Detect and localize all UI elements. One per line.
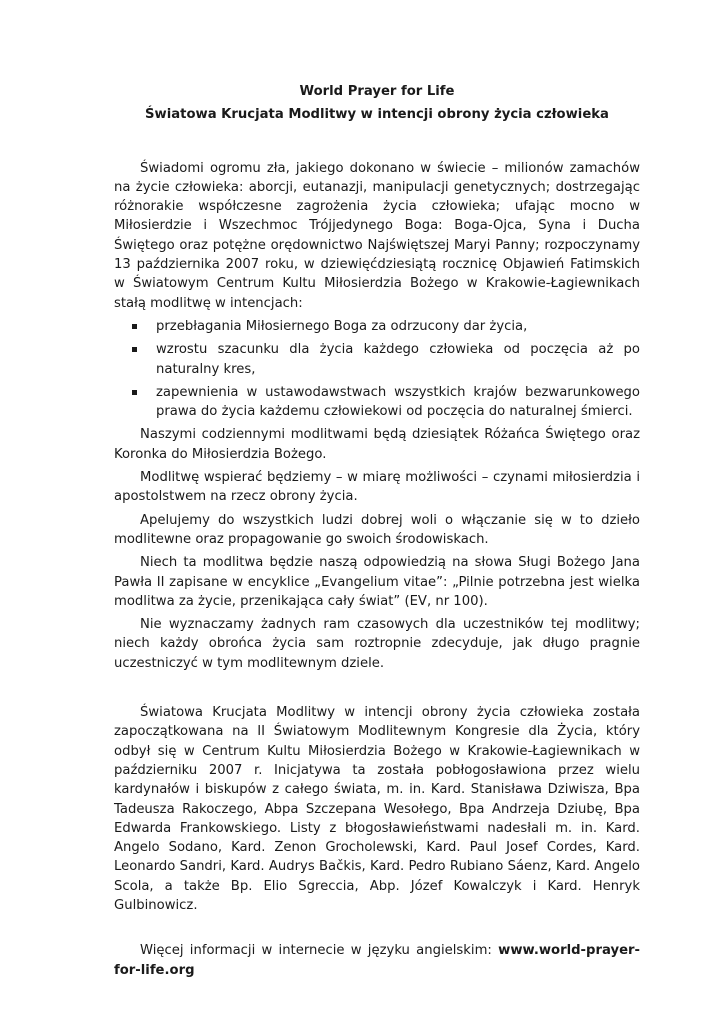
- more-info-line: [114, 941, 640, 980]
- intro-text: Świadomi ogromu zła, jakiego dokonano w świecie – milionów zamachów na życie człowieka: aborcji, eutanazji, manipulacji genetycznych; dostrzegając różnorakie współczesne zagrożenia życia człowieka; ufając mocno w Miłosierdzie i Wszechmoc Trójjedynego Boga: Boga-Ojca, Syna i Ducha Świętego oraz potężne orędownictwo Najświętszej Maryi Panny; rozpoczynamy 13 października 2007 roku, w dziewięćdziesiątą rocznicę Objawień Fatimskich w Światowym Centrum Kultu Miłosierdzia Bożego w Krakowie-Łagiewnikach stałą modlitwę w intencjach:: [114, 160, 640, 311]
- paragraph-support: Modlitwę wspierać będziemy – w miarę możliwości – czynami miłosierdzia i apostolstwem na rzecz obrony życia.: [114, 470, 640, 505]
- paragraph-encyclical: Niech ta modlitwa będzie naszą odpowiedzią na słowa Sługi Bożego Jana Pawła II zapisane w encyklice „Evangelium vitae”: „Pilnie potrzebna jest wielka modlitwa za życie, przenikająca cały świat” (EV, nr 100).: [114, 555, 640, 609]
- website-link[interactable]: www.world-prayer-for-life.org: [114, 943, 640, 978]
- more-info-label: Więcej informacji w internecie w języku angielskim:: [140, 943, 492, 959]
- bullet-icon: [132, 347, 137, 352]
- list-item: przebłagania Miłosiernego Boga za odrzucony dar życia,: [114, 317, 640, 336]
- history-paragraph: Światowa Krucjata Modlitwy w intencji obrony życia człowieka została zapoczątkowana na II Światowym Modlitewnym Kongresie dla Życia, który odbył się w Centrum Kultu Miłosierdzia Bożego w Krakowie-Łagiewnikach w październiku 2007 r. Inicjatywa ta została pobłogosławiona przez wielu kardynałów i biskupów z całego świata, m. in. Kard. Stanisława Dziwisza, Bpa Tadeusza Rakoczego, Abpa Szczepana Wesołego, Bpa Andrzeja Dziubę, Bpa Edwarda Frankowskiego. Listy z błogosławieństwami nadesłali m. in. Kard. Angelo Sodano, Kard. Zenon Grocholewski, Kard. Paul Josef Cordes, Kard. Leonardo Sandri, Kard. Audrys Bačkis, Kard. Pedro Rubiano Sáenz, Kard. Angelo Scola, a także Bp. Elio Sgreccia, Abp. Józef Kowalczyk i Kard. Henryk Gulbinowicz.: [114, 705, 640, 913]
- document-page: [114, 80, 640, 980]
- list-item: zapewnienia w ustawodawstwach wszystkich krajów bezwarunkowego prawa do życia każdemu człowiekowi od poczęcia do naturalnej śmierci.: [114, 383, 640, 422]
- bullet-icon: [132, 324, 137, 329]
- bullet-icon: [132, 390, 137, 395]
- paragraph-timeframe: Nie wyznaczamy żadnych ram czasowych dla uczestników tej modlitwy; niech każdy obrońca życia sam roztropnie zdecyduje, jak długo pragnie uczestniczyć w tym modlitewnym dziele.: [114, 617, 640, 671]
- list-item: wzrostu szacunku dla życia każdego człowieka od poczęcia aż po naturalny kres,: [114, 340, 640, 379]
- paragraph-appeal: Apelujemy do wszystkich ludzi dobrej woli o włączanie się w to dzieło modlitewne oraz propagowanie go swoich środowiskach.: [114, 512, 640, 547]
- document-title: World Prayer for Life: [299, 84, 455, 99]
- paragraph-prayers: Naszymi codziennymi modlitwami będą dziesiątek Różańca Świętego oraz Koronka do Miłosierdzia Bożego.: [114, 427, 640, 462]
- document-subtitle: Światowa Krucjata Modlitwy w intencji obrony życia człowieka: [145, 107, 609, 123]
- intro-paragraph: [114, 159, 640, 313]
- intentions-list: [114, 317, 640, 421]
